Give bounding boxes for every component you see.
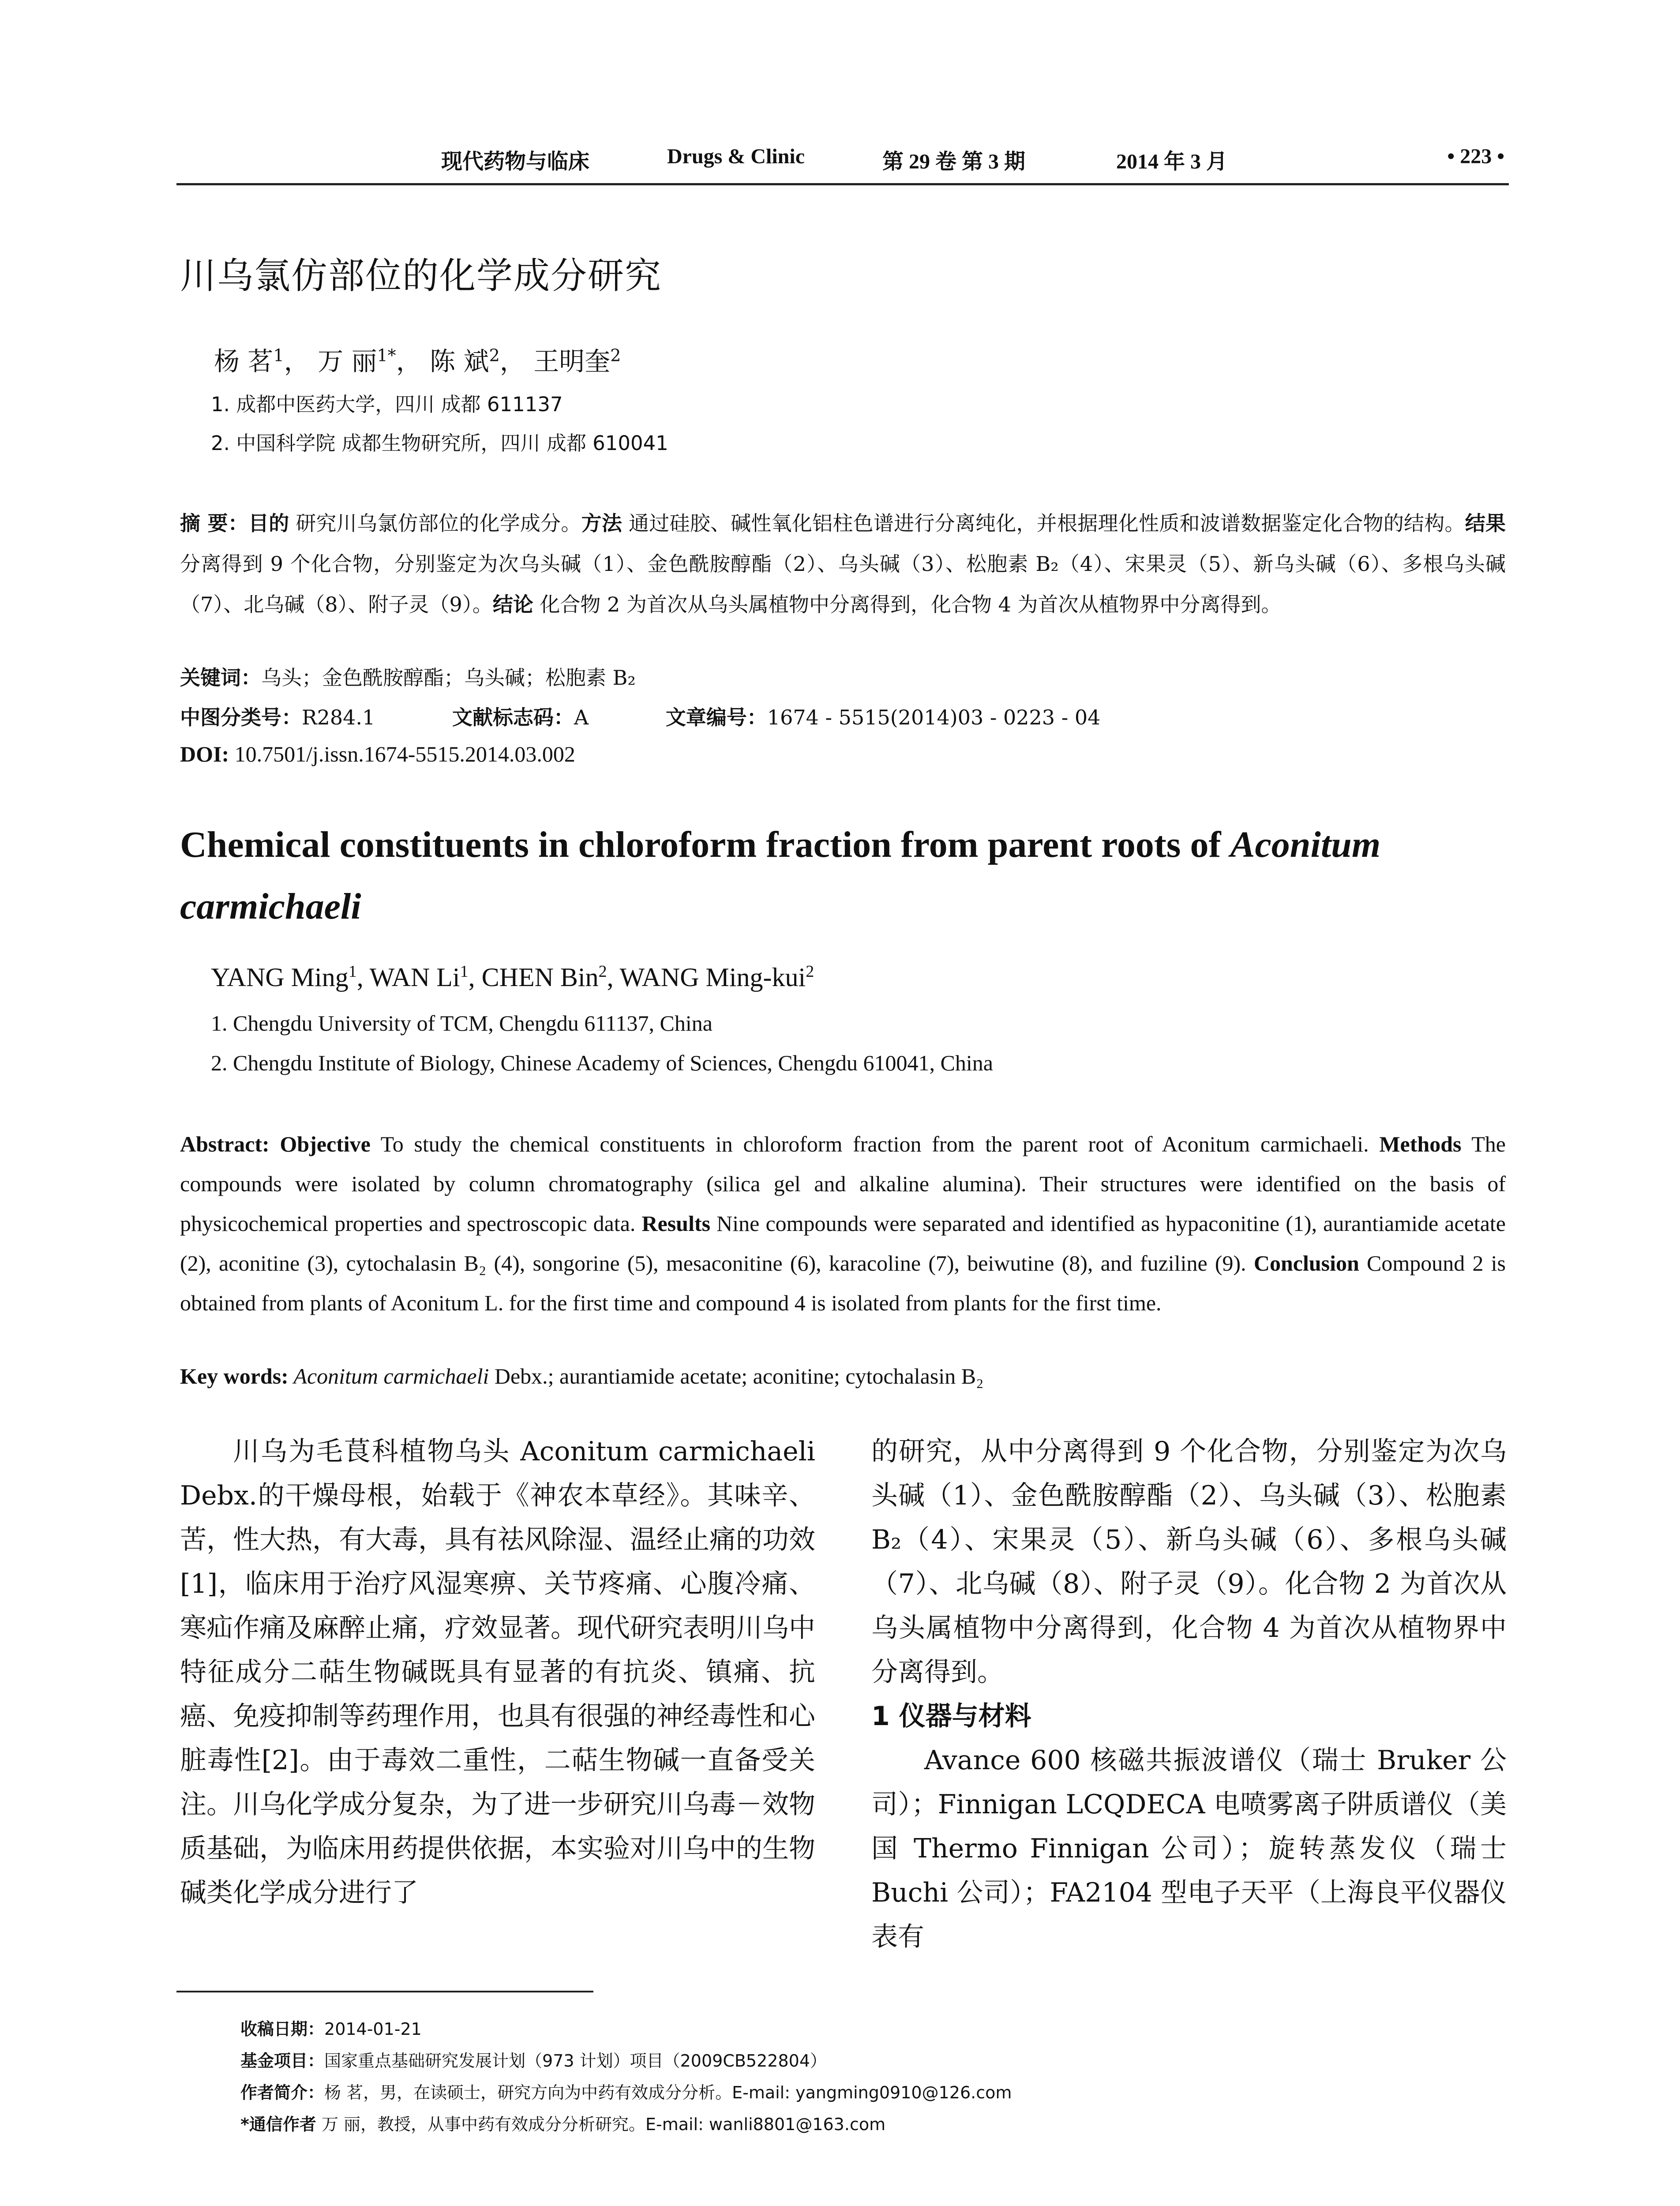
- methods-text: 通过硅胶、碱性氧化铝柱色谱进行分离纯化，并根据理化性质和波谱数据鉴定化合物的结构。: [622, 511, 1465, 535]
- doi-label: DOI:: [180, 742, 229, 766]
- affiliation-en-2: 2. Chengdu Institute of Biology, Chinese Academy of Sciences, Chengdu 610041, China: [211, 1050, 993, 1075]
- abstract-en: [180, 1124, 1506, 1323]
- section-heading-1: 1 仪器与材料: [871, 1701, 1031, 1732]
- footnote-label: 收稿日期：: [240, 2019, 325, 2039]
- results-text: 分离得到 9 个化合物，分别鉴定为次乌头碱（1）、金色酰胺醇酯（2）、乌头碱（3）、松胞素 B₂（4）、宋果灵（5）、新乌头碱（6）、多根乌头碱（7）、北乌碱（8）、附子灵（9）。: [180, 552, 1506, 616]
- footnote-received: [240, 2015, 422, 2040]
- results-label: 结果: [1465, 511, 1506, 535]
- author: 杨 茗: [214, 346, 274, 376]
- doi-value: 10.7501/j.issn.1674-5515.2014.03.002: [229, 742, 575, 766]
- doi-line: [180, 741, 575, 767]
- objective-text: 研究川乌氯仿部位的化学成分。: [289, 511, 581, 535]
- author: 陈 斌: [430, 346, 489, 376]
- author-en-sup: 1: [460, 962, 469, 981]
- clc-value: R284.1: [302, 705, 375, 729]
- keywords-label: 关键词：: [180, 666, 261, 690]
- footnote-label: *通信作者: [240, 2115, 316, 2134]
- author-en-sup: 2: [598, 962, 607, 981]
- body-column-left: [180, 1429, 815, 1915]
- body-column-right: [871, 1429, 1507, 1959]
- article-label: 文章编号：: [665, 705, 767, 729]
- abstract-en-methods: The compounds were isolated by column chromatography (silica gel and alkaline alumina). Their structures were identified on the basis of physicochemical properties and spectroscopic data.: [180, 1132, 1506, 1236]
- clc-label: 中图分类号：: [180, 705, 302, 729]
- classification-line: [180, 702, 1100, 731]
- footnote-label: 基金项目：: [240, 2051, 325, 2071]
- body-paragraph-right-1: 的研究，从中分离得到 9 个化合物，分别鉴定为次乌头碱（1）、金色酰胺醇酯（2）、乌头碱（3）、松胞素 B₂（4）、宋果灵（5）、新乌头碱（6）、多根乌头碱（7）、北乌碱（8）、附子灵（9）。化合物 2 为首次从乌头属植物中分离得到，化合物 4 为首次从植物界中分离得到。: [871, 1436, 1507, 1688]
- abstract-en-conclusion: Compound 2 is obtained from plants of Aconitum L. for the first time and compound 4 is isolated from plants for the first time.: [180, 1251, 1506, 1315]
- objective-label: 目的: [248, 511, 289, 535]
- affiliation-cn-2: 2. 中国科学院 成都生物研究所，四川 成都 610041: [211, 431, 668, 455]
- footnote-rule: [176, 1991, 593, 1992]
- keywords-en-label: Key words:: [180, 1364, 289, 1388]
- body-paragraph-left: 川乌为毛茛科植物乌头 Aconitum carmichaeli Debx.的干燥母根，始载于《神农本草经》。其味辛、苦，性大热，有大毒，具有祛风除湿、温经止痛的功效[1]，临床用于治疗风湿寒痹、关节疼痛、心腹冷痛、寒疝作痛及麻醉止痛，疗效显著。现代研究表明川乌中特征成分二萜生物碱既具有显著的有抗炎、镇痛、抗癌、免疫抑制等药理作用，也具有很强的神经毒性和心脏毒性[2]。由于毒效二重性，二萜生物碱一直备受关注。川乌化学成分复杂，为了进一步研究川乌毒－效物质基础，为临床用药提供依据，本实验对川乌中的生物碱类化学成分进行了: [180, 1436, 815, 1908]
- author: 王明奎: [533, 346, 611, 376]
- abstract-en-label: Abstract: Objective: [180, 1132, 371, 1156]
- article-value: 1674 - 5515(2014)03 - 0223 - 04: [767, 705, 1101, 729]
- keywords-en-text: Debx.; aurantiamide acetate; aconitine; cytochalasin B₂: [489, 1364, 984, 1388]
- author-en-sup: 2: [806, 962, 814, 981]
- title-en: [180, 814, 1508, 938]
- keywords-cn: [180, 662, 636, 691]
- affiliation-cn-1: 1. 成都中医药大学，四川 成都 611137: [211, 393, 563, 416]
- page-number: • 223 •: [1447, 145, 1504, 168]
- author-sup: 1: [273, 345, 284, 365]
- abstract-label: 摘 要：: [180, 511, 248, 535]
- abstract-cn: [180, 503, 1506, 625]
- footnote-funding: [240, 2047, 827, 2071]
- author-en: WANG Ming-kui: [619, 963, 806, 992]
- author-en: YANG Ming: [211, 963, 349, 992]
- publication-date: 2014 年 3 月: [1116, 150, 1228, 173]
- doc-value: A: [574, 705, 589, 729]
- footnote-author-bio: [240, 2079, 1012, 2103]
- footnote-text: 杨 茗，男，在读硕士，研究方向为中药有效成分分析。E-mail: yangming0910@126.com: [324, 2083, 1012, 2102]
- author-en: CHEN Bin: [481, 963, 599, 992]
- body-paragraph-right-2: Avance 600 核磁共振波谱仪（瑞士 Bruker 公司）；Finnigan LCQDECA 电喷雾离子阱质谱仪（美国 Thermo Finnigan 公司）；旋转蒸发仪（瑞士 Buchi 公司）；FA2104 型电子天平（上海良平仪器仪表有: [871, 1745, 1507, 1952]
- conclusion-label: 结论: [492, 593, 533, 616]
- author-en: WAN Li: [369, 963, 460, 992]
- abstract-en-conclusion-label: Conclusion: [1253, 1251, 1359, 1276]
- keywords-en-species: Aconitum carmichaeli: [288, 1364, 489, 1388]
- journal-name-cn: 现代药物与临床: [441, 150, 590, 173]
- author-en-sup: 1: [348, 962, 357, 981]
- title-cn: 川乌氯仿部位的化学成分研究: [180, 255, 662, 297]
- affiliation-en-1: 1. Chengdu University of TCM, Chengdu 611137, China: [211, 1011, 712, 1035]
- conclusion-text: 化合物 2 为首次从乌头属植物中分离得到，化合物 4 为首次从植物界中分离得到。: [533, 593, 1282, 616]
- title-en-main: Chemical constituents in chloroform fraction from parent roots of: [180, 824, 1230, 865]
- doc-label: 文献标志码：: [452, 705, 574, 729]
- methods-label: 方法: [581, 511, 622, 535]
- keywords-text: 乌头；金色酰胺醇酯；乌头碱；松胞素 B₂: [261, 666, 636, 690]
- volume-issue: 第 29 卷 第 3 期: [882, 150, 1026, 173]
- abstract-en-objective: To study the chemical constituents in chloroform fraction from the parent root of Aconitum carmichaeli.: [370, 1132, 1369, 1156]
- authors-en: YANG Ming$^1$, WAN Li$^1$, CHEN Bin$^2$, WANG Ming-kui$^2$: [211, 962, 814, 992]
- title-en-species: Aconitum carmichaeli: [180, 824, 1381, 927]
- author-sup: 2: [489, 345, 500, 365]
- footnote-text: 万 丽，教授，从事中药有效成分分析研究。E-mail: wanli8801@163.com: [316, 2115, 886, 2134]
- footnote-text: 2014-01-21: [324, 2019, 422, 2039]
- author-sup: 1*: [377, 345, 396, 365]
- keywords-en: [180, 1363, 984, 1389]
- footnote-label: 作者简介：: [240, 2083, 325, 2102]
- footnote-text: 国家重点基础研究发展计划（973 计划）项目（2009CB522804）: [324, 2051, 827, 2071]
- authors-cn: 杨 茗$^1$， 万 丽$^{1*}$， 陈 斌$^2$， 王明奎$^2$: [214, 345, 621, 376]
- abstract-en-results-label: Results: [641, 1211, 711, 1236]
- running-header: [176, 135, 1509, 185]
- author-sup: 2: [610, 345, 621, 365]
- journal-name-en: Drugs & Clinic: [667, 145, 805, 168]
- abstract-en-results: Nine compounds were separated and identified as hypaconitine (1), aurantiamide acetate (2), aconitine (3), cytochalasin B₂ (4), songorine (5), mesaconitine (6), karacoline (7), beiwutine (8), and fuziline (9).: [180, 1211, 1506, 1276]
- author: 万 丽: [318, 346, 377, 376]
- footnote-corresponding: [240, 2111, 885, 2135]
- abstract-en-methods-label: Methods: [1379, 1132, 1462, 1156]
